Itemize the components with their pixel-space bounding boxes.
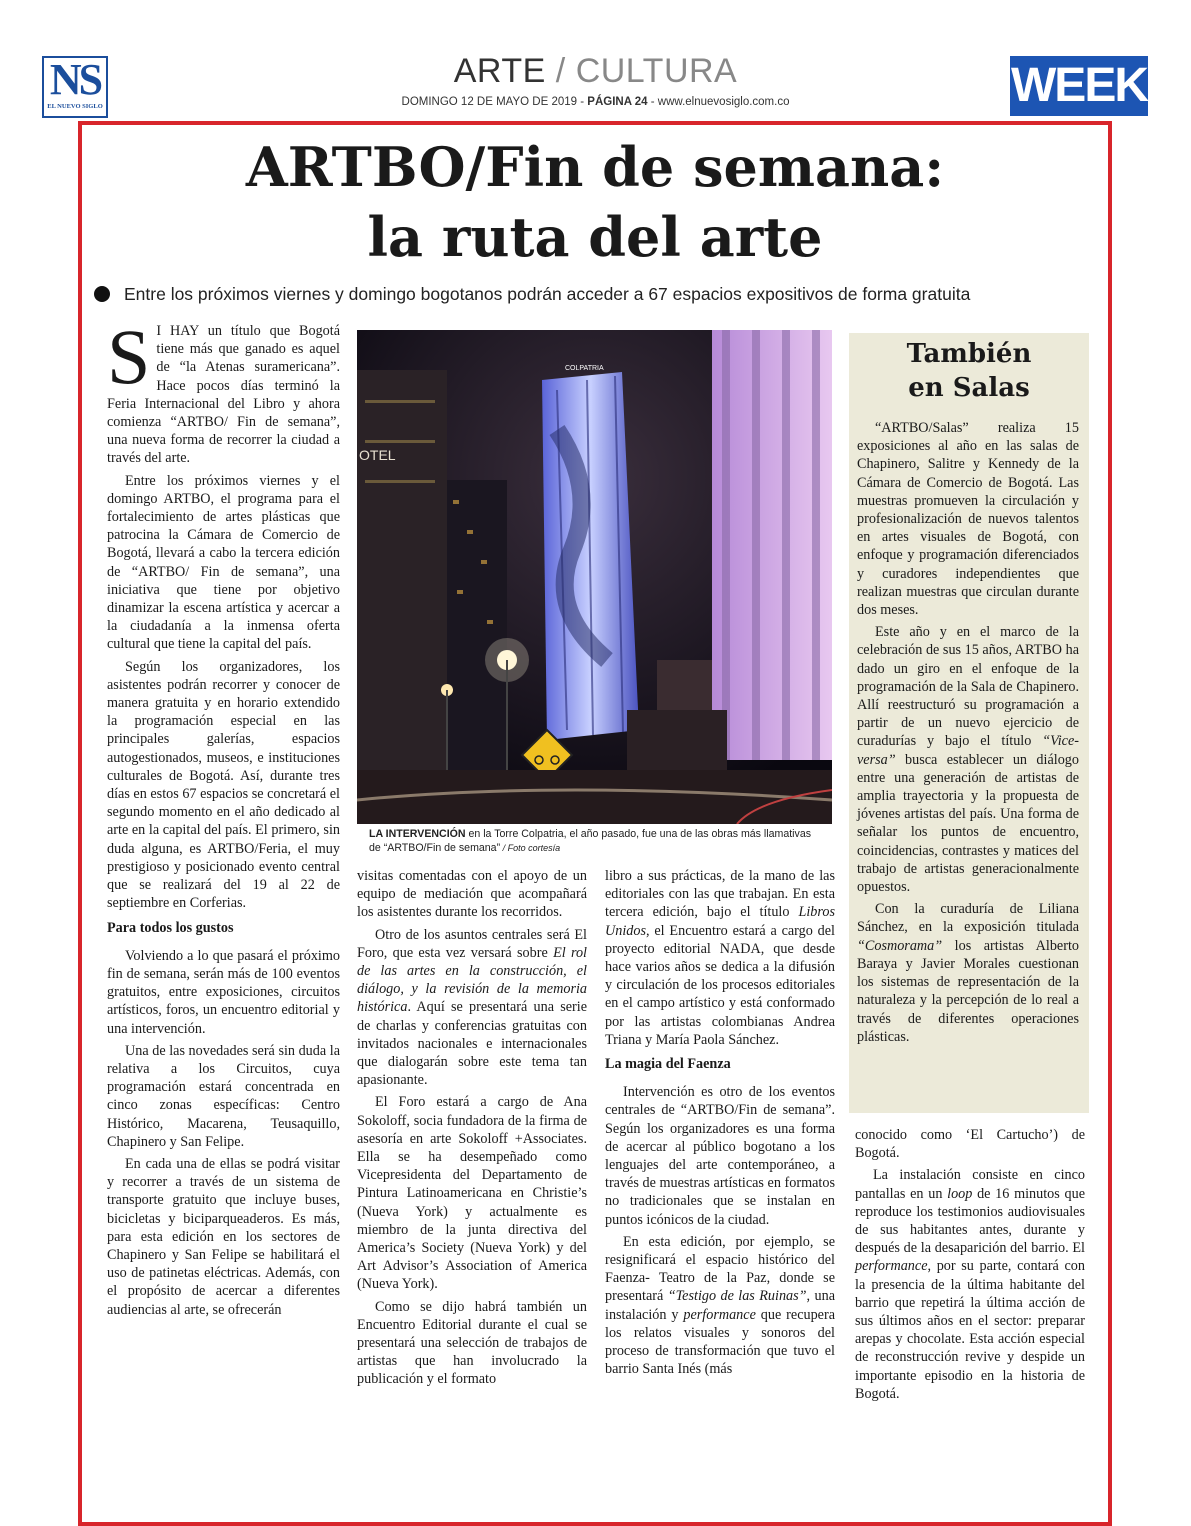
bullet-icon [94, 286, 110, 302]
paragraph-text: que recupera los relatos visuales y sonoros del proceso de transformación que tuvo el barrio Santa Inés (más [605, 1306, 835, 1378]
photo-credit: / Foto cortesía [500, 843, 561, 853]
column-3 [605, 867, 835, 1382]
italic-text: “Testigo de las Ruinas” [667, 1288, 807, 1305]
paragraph: “ARTBO/Salas” realiza 15 exposiciones al año en las salas de Chapinero, Salitre y Kennedy de la Cámara de Comercio de Bogotá. Las muestras promueven la circulación y profesionalización de nuevos talentos en artes visuales de Bogotá, con enfoque y programación diferenciados y curadores independientes que realizan muestras que circulan durante dos meses. [857, 420, 1079, 619]
paragraph-text: los artistas Alberto Baraya y Javier Morales cuestionan los sistemas de representación de la naturaleza y la percepción de lo real a través de diferentes operaciones plásticas. [857, 937, 1079, 1045]
section-name-b: CULTURA [575, 52, 738, 90]
paragraph: visitas comentadas con el apoyo de un equipo de mediación que acompañará los asistentes durante los recorridos. [357, 868, 587, 921]
sidebar-text [857, 419, 1079, 1050]
paragraph: Según los organizadores, los asistentes podrán recorrer y conocer de manera gratuita y en horario extendido la programación especial en las principales galerías, espacios autogestionados, museos, e instituciones culturales de Bogotá. Así, durante tres días en estos 67 espacios se concretará el segundo momento en el año dedicado al arte en la capital del país. El primero, sin duda alguna, es ARTBO/Feria, el muy prestigioso y posicionado evento central que se realizará del 19 al 22 de septiembre en Corferias. [107, 658, 340, 912]
italic-text: Libros Unidos [605, 904, 835, 939]
logo-name: EL NUEVO SIGLO [47, 103, 103, 110]
paragraph: En cada una de ellas se podrá visitar y recorrer a través de un sistema de transporte gratuito que incluye buses, bicicletas y biciparqueaderos. Es más, para esta edición en los sectores de Chapinero y San Felipe se habilitará el uso de patinetas eléctricas. Además, con el propósito de acercar a diferentes audiencias al arte, se ofrecerán [107, 1155, 340, 1318]
paragraph-text: busca establecer un diálogo entre una generación de artistas de amplia trayectoria y la propuesta de jóvenes artistas del país. Una forma de señalar los puntos de encuentro, coincidencias, contrastes y matices del trabajo de artistas generacionalmente opuestos. [857, 751, 1079, 896]
colpatria-tower-photo [357, 330, 832, 824]
paragraph-text: Este año y en el marco de la celebración de sus 15 años, ARTBO ha dado un giro en el enfoque de la programación de la Sala de Chapinero. Allí reestructuró su programación a partir de un nuevo ejercicio de curadurías y bajo el título [857, 624, 1079, 750]
caption-lead: LA INTERVENCIÓN [369, 828, 466, 840]
logo-initials: NS [49, 55, 101, 104]
paragraph [605, 867, 835, 1049]
sidebar-title-line-2: en Salas [908, 373, 1030, 403]
paragraph-text: , por su parte, contará con la presencia de la última habitante del barrio que repetirá la última acción de sus últimos años en el sector: preparar arepas y chocolate. Esta acción especial de reconstrucción revive y despide un importante episodio en la historia de Bogotá. [855, 1258, 1085, 1402]
paragraph-text: La instalación consiste en cinco pantallas en un [855, 1167, 1085, 1202]
paragraph-text: de 16 minutos que reproduce los testimonios audiovisuales de sus habitantes antes, durante y después de la desaparición del barrio. El [855, 1185, 1085, 1257]
paragraph-text: I HAY un título que Bogotá tiene más que ganado es aquel de “la Atenas suramericana”. Hace pocos días terminó la Feria Internacional del Libro y ahora comienza “ARTBO/ Fin de semana”, una nueva forma de recorrer la ciudad a través del arte. [107, 323, 340, 467]
paragraph-text: . Aquí se presentará una serie de charlas y conferencias gratuitas con invitados nacionales e internacionales que dialogarán sobre este tema tan apasionante. [357, 999, 587, 1089]
hotel-sign: OTEL [359, 447, 396, 463]
paragraph-text: , el Encuentro estará a cargo del proyecto editorial NADA, que desde hace varios años se dedica a la difusión y circulación de los procesos editoriales en el campo artístico y está conformado por las artistas colombianas Andrea Triana y María Paola Sánchez. [605, 922, 835, 1048]
paragraph-text: , una instalación y [605, 1288, 835, 1323]
paragraph: conocido como ‘El Cartucho’) de Bogotá. [855, 1127, 1085, 1162]
paragraph: Como se dijo habrá también un Encuentro Editorial durante el cual se presentará una selección de trabajos de artistas que han involucrado la publicación y el formato [357, 1298, 587, 1388]
article-subhead [94, 284, 1104, 305]
paragraph [855, 1166, 1085, 1403]
sidebar-box [849, 333, 1089, 1113]
subheading: Para todos los gustos [107, 919, 234, 936]
title-line-1: ARTBO/Fin de semana: [245, 135, 945, 199]
italic-text: El rol de las artes en la construcción, el diálogo, y la revisión de la memoria histórica [357, 944, 587, 1016]
column-2 [357, 867, 587, 1393]
site-url: - www.elnuevosiglo.com.co [650, 96, 790, 108]
photo-caption [369, 827, 819, 855]
subhead-text: Entre los próximos viernes y domingo bogotanos podrán acceder a 67 espacios expositivos de forma gratuita [124, 284, 971, 304]
paragraph [857, 900, 1079, 1046]
column-1 [107, 313, 340, 1323]
paragraph: Volviendo a lo que pasará el próximo fin de semana, serán más de 100 eventos gratuitos, entre exposiciones, circuitos artísticos, foros, un encuentro editorial y una intervención. [107, 947, 340, 1037]
italic-text: “Cosmorama” [857, 937, 943, 954]
italic-text: loop [947, 1185, 973, 1202]
article-photo [357, 330, 832, 824]
paragraph [857, 623, 1079, 896]
paragraph: El Foro estará a cargo de Ana Sokoloff, socia fundadora de la firma de asesoría en arte Sokoloff +Associates. Ella se ha desempeñado como Vicepresidenta del Departamento de Pintura Latinoamericana en Christie’s (Nueva York) y actualmente es miembro de la junta directiva del America’s Society (Nueva York) y del Art Advisor’s Association of America (Nueva York). [357, 1094, 587, 1293]
article-title [90, 132, 1100, 272]
paragraph [605, 1233, 835, 1379]
paragraph [357, 926, 587, 1090]
paragraph: Intervención es otro de los eventos centrales de “ARTBO/Fin de semana”. Según los organizadores es una forma de acercar al público bogotano a los lenguajes del arte contemporáneo, a través de muestras artísticas en formatos no tradicionales que se instalan en puntos icónicos de la ciudad. [605, 1084, 835, 1228]
drop-cap: S [107, 313, 151, 400]
column-4 [855, 1126, 1085, 1407]
tower-sign: COLPATRIA [565, 365, 604, 372]
page-number: PÁGINA 24 [587, 96, 648, 108]
week-logo: WEEK [1010, 56, 1148, 116]
paragraph [107, 313, 340, 468]
section-separator: / [555, 52, 566, 90]
italic-text: performance [855, 1258, 928, 1275]
title-line-2: la ruta del arte [367, 205, 823, 269]
paragraph-text: En esta edición, por ejemplo, se resignificará el espacio histórico del Faenza- Teatro de la Paz, donde se presentará [605, 1233, 835, 1305]
paragraph: Entre los próximos viernes y el domingo ARTBO, el programa para el fortalecimiento de artes plásticas que patrocina la Cámara de Comercio de Bogotá, llevará a cabo la tercera edición de “ARTBO/ Fin de semana”, una iniciativa que tiene por objetivo dinamizar la escena artística y acercar a la ciudadanía a la inmensa oferta cultural que tiene la capital del país. [107, 472, 340, 653]
caption-text: en la Torre Colpatria, el año pasado, fue una de las obras más llamativas de “ARTBO/Fin de semana” [369, 828, 812, 854]
sidebar-title-line-1: También [906, 339, 1032, 369]
italic-text: performance [683, 1306, 756, 1323]
section-name-a: ARTE [453, 52, 546, 90]
sidebar-title [849, 337, 1089, 405]
paragraph-text: Otro de los asuntos centrales será El Foro, que esta vez versará sobre [357, 926, 587, 961]
subheading: La magia del Faenza [605, 1056, 731, 1073]
paragraph: Una de las novedades será sin duda la relativa a los Circuitos, cuya programación estará concentrada en cinco zonas específicas: Centro Histórico, Macarena, Teusaquillo, Chapinero y San Felipe. [107, 1042, 340, 1150]
paragraph-text: Con la curaduría de Liliana Sánchez, en la exposición titulada [857, 901, 1079, 936]
issue-date: DOMINGO 12 DE MAYO DE 2019 - [401, 96, 585, 108]
paragraph-text: libro a sus prácticas, de la mano de las editoriales con las que trabajan. En esta tercera edición, bajo el título [605, 868, 835, 921]
italic-text: “Vice-versa” [857, 733, 1079, 768]
